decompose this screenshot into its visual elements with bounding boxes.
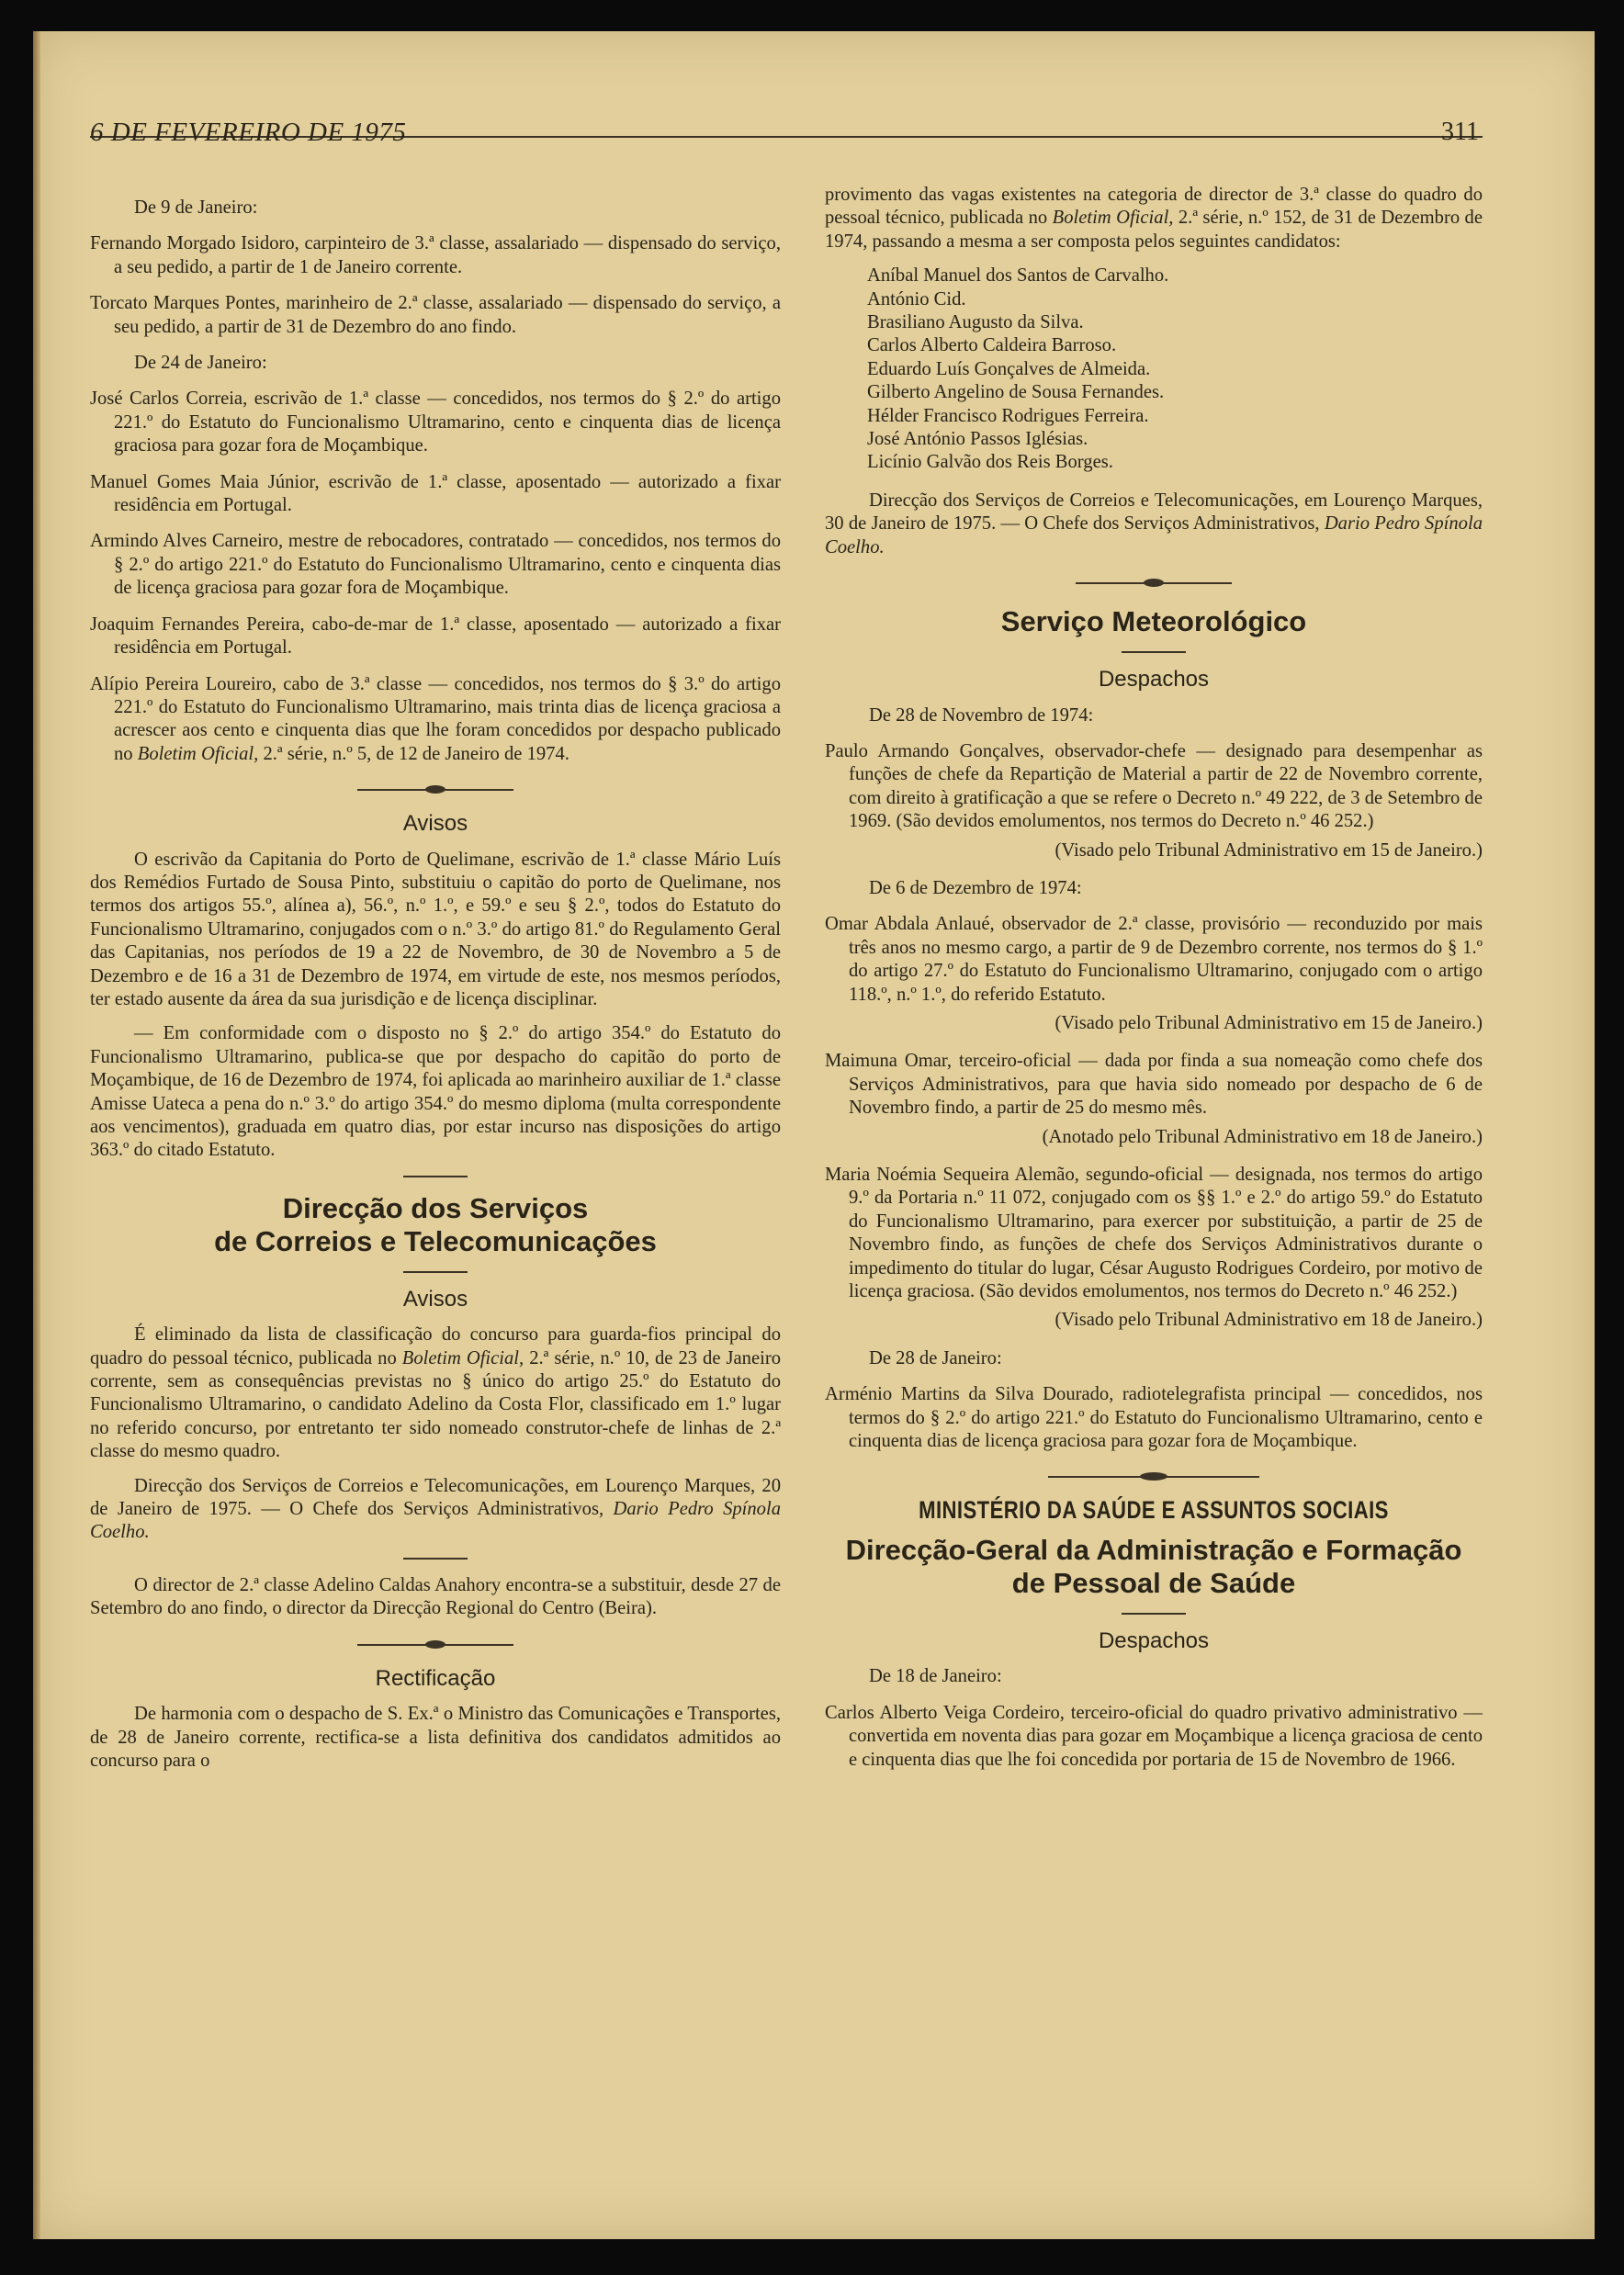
paragraph-text: Direcção dos Serviços de Correios e Telecomunicações, em Lourenço Marques, 20 de Janeiro de 1975. — O Chefe dos Serviços Administrativos, [90,1475,781,1520]
anotado-note: (Anotado pelo Tribunal Administrativo em 18 de Janeiro.) [1042,1126,1483,1147]
entry: Maimuna Omar, terceiro-oficial — dada por finda a sua nomeação como chefe dos Serviços Administrativos, para que havia sido nomeado por despacho de 6 de Novembro findo, a partir de 25 do mesmo mês. [825,1051,1483,1119]
list-item: Gilberto Angelino de Sousa Fernandes. [867,382,1165,403]
entry: Armindo Alves Carneiro, mestre de rebocadores, contratado — concedidos, nos termos do § 2.º do artigo 221.º do Estatuto do Funcionalismo Ultramarino, cento e cinquenta dias de licença graciosa para gozar fora de Moçambique. [90,531,781,599]
section-title-line: de Pessoal de Saúde [1011,1566,1296,1599]
despachos-heading: Despachos [1098,1627,1210,1653]
despachos-heading: Despachos [1098,667,1210,693]
paragraph-italic: Boletim Oficial, [1052,208,1174,229]
visado-note: (Visado pelo Tribunal Administrativo em 15 de Janeiro.) [1054,1012,1483,1033]
paragraph-text: Direcção dos Serviços de Correios e Telecomunicações, em Lourenço Marques, 30 de Janeiro de 1975. — O Chefe dos Serviços Administrativos, [825,490,1483,535]
list-item: António Cid. [867,288,966,310]
dateline: De 18 de Janeiro: [869,1666,1002,1687]
page-spine-edge [33,31,40,2239]
entry-text: Alípio Pereira Loureiro, cabo de 3.ª classe — concedidos, nos termos do § 3.º do artigo 221.º do Estatuto do Funcionalismo Ultramarino, mais trinta dias de licença graciosa a acrescer aos cento e cinquenta dias que lhe foram concedidos por despacho publicado no [90,673,781,764]
section-title: Serviço Meteorológico [1000,605,1307,638]
paragraph-text: É eliminado da lista de classificação do concurso para guarda-fios principal do quadro do pessoal técnico, publicada no [90,1324,781,1368]
short-rule [1122,651,1186,653]
section-title-line: Direcção dos Serviços [282,1191,589,1224]
right-column [825,184,1483,1785]
visado-note: (Visado pelo Tribunal Administrativo em 18 de Janeiro.) [1054,1310,1483,1331]
page-header [90,88,1483,147]
ornamental-rule [1048,1471,1259,1482]
paragraph [90,1475,781,1545]
dateline: De 28 de Novembro de 1974: [869,704,1094,726]
paragraph: — Em conformidade com o disposto no § 2.º do artigo 354.º do Estatuto do Funcionalismo Ultramarino, publica-se que por despacho do capitão do porto de Moçambique, de 16 de Dezembro de 1974, foi aplicada ao marinheiro auxiliar de 1.ª classe Amisse Uateca a pena do n.º 3.º do artigo 354.º do mesmo diploma (multa correspondente aos vencimentos), graduada em quatro dias, por estar incurso nas disposições do artigo 363.º do citado Estatuto. [90,1023,781,1161]
ornamental-rule [357,1639,513,1650]
entry [90,673,781,767]
paragraph-text: 2.ª série, n.º 152, de 31 de Dezembro de 1974, passando a mesma a ser composta pelos seguintes candidatos: [825,208,1483,252]
paragraph-italic: Boletim Oficial, [401,1347,524,1368]
list-item: Eduardo Luís Gonçalves de Almeida. [867,358,1151,379]
dateline: De 9 de Janeiro: [134,197,258,218]
dateline: De 28 de Janeiro: [869,1347,1002,1368]
signature-italic: Dario Pedro Spínola Coelho. [90,1499,781,1543]
entry: Torcato Marques Pontes, marinheiro de 2.ª classe, assalariado — dispensado do serviço, a seu pedido, a partir de 31 de Dezembro do ano findo. [90,293,781,337]
page-number: 311 [1441,118,1479,146]
list-item: Licínio Galvão dos Reis Borges. [867,452,1113,473]
section-title [90,1192,781,1258]
section-title-line: Direcção-Geral da Administração e Formação [845,1533,1462,1566]
section-title-line: de Correios e Telecomunicações [214,1224,657,1257]
avisos-heading: Avisos [402,1286,468,1312]
entry: Joaquim Fernandes Pereira, cabo-de-mar de 1.ª classe, aposentado — autorizado a fixar residência em Portugal. [90,614,781,659]
entry: Omar Abdala Anlaué, observador de 2.ª classe, provisório — reconduzido por mais três anos no mesmo cargo, a partir de 9 de Dezembro corrente, nos termos do § 1.º do artigo 27.º do Estatuto do Funcionalismo Ultramarino, conjugado com o artigo 118.º, n.º 1.º, do referido Estatuto. [825,914,1483,1005]
rectificacao-heading: Rectificação [375,1665,496,1691]
short-rule [1122,1613,1186,1615]
paragraph-continued [825,184,1483,253]
list-item: Hélder Francisco Rodrigues Ferreira. [867,405,1149,426]
paragraph-text: 2.ª série, n.º 10, de 23 de Janeiro corrente, sem as consequências previstas no § único do artigo 25.º do Estatuto do Funcionalismo Ultramarino, o candidato Adelino da Costa Flor, classificado em 1.º lugar no referido concurso, por entretanto ter sido nomeado construtor-chefe de linhas de 2.ª classe do mesmo quadro. [90,1347,781,1462]
entry: Paulo Armando Gonçalves, observador-chefe — designado para desempenhar as funções de chefe da Repartição de Material a partir de 22 de Novembro corrente, com direito à gratificação a que se refere o Decreto n.º 49 222, de 3 de Setembro de 1969. (São devidos emolumentos, nos termos do Decreto n.º 46 252.) [825,740,1483,832]
avisos-heading: Avisos [402,811,468,837]
dateline: De 6 de Dezembro de 1974: [869,877,1082,898]
paragraph: De harmonia com o despacho de S. Ex.ª o Ministro das Comunicações e Transportes, de 28 de Janeiro corrente, rectifica-se a lista definitiva dos candidatos admitidos ao concurso para o [90,1704,781,1771]
section-title [825,1534,1483,1600]
short-rule [403,1271,468,1273]
entry: José Carlos Correia, escrivão de 1.ª classe — concedidos, nos termos do § 2.º do artigo 221.º do Estatuto do Funcionalismo Ultramarino, cento e cinquenta dias de licença graciosa para gozar fora de Moçambique. [90,389,781,456]
candidate-list [825,265,1483,475]
ministry-heading: MINISTÉRIO DA SAÚDE E ASSUNTOS SOCIAIS [919,1496,1389,1525]
ornamental-rule [1076,578,1232,589]
entry: Maria Noémia Sequeira Alemão, segundo-oficial — designada, nos termos do artigo 9.º da Portaria n.º 11 072, conjugado com os §§ 1.º e 2.º do artigo 59.º do Estatuto do Funcionalismo Ultramarino, para exercer por substituição, a partir de 25 de Novembro findo, as funções de chefe dos Serviços Administrativos durante o impedimento do titular do lugar, César Augusto Rodrigues Cordeiro, por motivo de licença graciosa. (São devidos emolumentos, nos termos do Decreto n.º 46 252.) [825,1165,1483,1302]
paragraph: O director de 2.ª classe Adelino Caldas Anahory encontra-se a substituir, desde 27 de Setembro do ano findo, o director da Direcção Regional do Centro (Beira). [90,1574,781,1619]
entry: Carlos Alberto Veiga Cordeiro, terceiro-oficial do quadro privativo administrativo — convertida em noventa dias para gozar em Moçambique a licença graciosa de cento e cinquenta dias que lhe foi concedida por portaria de 15 de Novembro de 1966. [825,1702,1483,1770]
entry-text: 2.ª série, n.º 5, de 12 de Janeiro de 1974. [258,743,570,764]
list-item: Aníbal Manuel dos Santos de Carvalho. [867,265,1169,287]
paragraph [90,1323,781,1463]
paragraph-text: provimento das vagas existentes na categoria de director de 3.ª classe do quadro do pessoal técnico, publicada no [825,185,1483,229]
paragraph: O escrivão da Capitania do Porto de Quelimane, escrivão de 1.ª classe Mário Luís dos Remédios Furtado de Sousa Pinto, substituiu o capitão do porto de Quelimane, nos termos dos artigos 55.º, alínea a), 56.º, n.º 1.º, e 59.º e seu § 2.º, todos do Estatuto do Funcionalismo Ultramarino, conjugados com o n.º 3.º do artigo 81.º do Regulamento Geral das Capitanias, nos períodos de 19 a 22 de Novembro, de 30 de Novembro a 5 de Dezembro e de 16 a 31 de Dezembro de 1974, em virtude de este, nos mesmos períodos, ter estado ausente da área da sua jurisdição e de licença disciplinar. [90,849,781,1009]
list-item: Brasiliano Augusto da Silva. [867,312,1084,333]
signature-italic: Dario Pedro Spínola Coelho. [825,513,1483,557]
left-column [90,184,781,1784]
dateline: De 24 de Janeiro: [134,353,267,374]
entry: Fernando Morgado Isidoro, carpinteiro de 3.ª classe, assalariado — dispensado do serviço, a seu pedido, a partir de 1 de Janeiro corrente. [90,233,781,277]
visado-note: (Visado pelo Tribunal Administrativo em 15 de Janeiro.) [1054,839,1483,861]
ornamental-rule [357,784,513,795]
entry: Manuel Gomes Maia Júnior, escrivão de 1.ª classe, aposentado — autorizado a fixar residência em Portugal. [90,471,781,516]
paragraph [825,490,1483,559]
short-rule [403,1558,468,1560]
list-item: Carlos Alberto Caldeira Barroso. [867,335,1117,356]
short-rule [403,1176,468,1177]
entry-italic: Boletim Oficial, [137,743,259,764]
entry: Arménio Martins da Silva Dourado, radiotelegrafista principal — concedidos, nos termos do § 2.º do artigo 221.º do Estatuto do Funcionalismo Ultramarino, cento e cinquenta dias de licença graciosa para gozar fora de Moçambique. [825,1384,1483,1452]
header-date: 6 DE FEVEREIRO DE 1975 [90,118,407,147]
list-item: José António Passos Iglésias. [867,429,1088,450]
